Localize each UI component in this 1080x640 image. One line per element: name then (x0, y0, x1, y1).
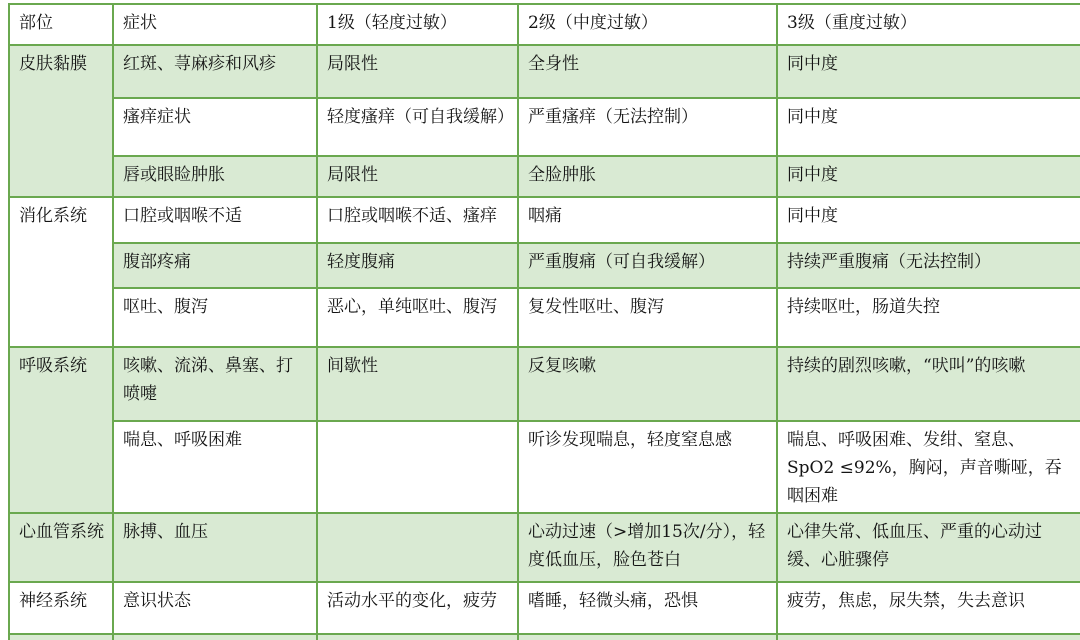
symptom-cell: 脉搏、血压 (113, 513, 317, 582)
grade3-cell: 持续呕吐，肠道失控 (777, 288, 1080, 347)
grade3-cell: 心律失常、低血压、严重的心动过缓、心脏骤停 (777, 513, 1080, 582)
symptom-cell: 红斑、荨麻疹和风疹 (113, 45, 317, 98)
group-cell-cardiovascular: 心血管系统 (9, 513, 113, 582)
grade1-cell: 口腔或咽喉不适、瘙痒 (317, 197, 518, 243)
table-row (9, 347, 1080, 421)
table-row (9, 421, 1080, 513)
group-cell-digestive: 消化系统 (9, 197, 113, 347)
symptom-cell: 咳嗽、流涕、鼻塞、打喷嚏 (113, 347, 317, 421)
grade3-cell: 同中度 (777, 98, 1080, 156)
grade1-cell (317, 421, 518, 513)
grade1-cell: 局限性 (317, 156, 518, 197)
symptom-cell: 瘙痒症状 (113, 98, 317, 156)
header-grade-3: 3级（重度过敏） (777, 4, 1080, 45)
allergy-grading-table (8, 3, 1080, 640)
table-row (9, 288, 1080, 347)
header-row (9, 4, 1080, 45)
table-row (9, 197, 1080, 243)
header-grade-1: 1级（轻度过敏） (317, 4, 518, 45)
table-row (9, 513, 1080, 582)
grade2-cell: 咽痛 (518, 197, 777, 243)
grade2-cell: 全脸肿胀 (518, 156, 777, 197)
grade2-cell: 严重瘙痒（无法控制） (518, 98, 777, 156)
table-body (9, 45, 1080, 640)
symptom-cell: 呕吐、腹泻 (113, 288, 317, 347)
group-cell-respiratory: 呼吸系统 (9, 347, 113, 513)
partial-row-cell (317, 634, 518, 640)
header-grade-2: 2级（中度过敏） (518, 4, 777, 45)
grade3-cell: 同中度 (777, 45, 1080, 98)
grade1-cell: 轻度瘙痒（可自我缓解） (317, 98, 518, 156)
symptom-cell: 腹部疼痛 (113, 243, 317, 288)
grade1-cell: 局限性 (317, 45, 518, 98)
table-row (9, 156, 1080, 197)
grade3-cell: 持续严重腹痛（无法控制） (777, 243, 1080, 288)
grade2-cell: 嗜睡，轻微头痛，恐惧 (518, 582, 777, 634)
grade3-cell: 持续的剧烈咳嗽，“吠叫”的咳嗽 (777, 347, 1080, 421)
grade2-cell: 复发性呕吐、腹泻 (518, 288, 777, 347)
table-header (9, 4, 1080, 45)
grade2-cell: 反复咳嗽 (518, 347, 777, 421)
table-row (9, 98, 1080, 156)
symptom-cell: 唇或眼睑肿胀 (113, 156, 317, 197)
group-cell-skin-mucosa: 皮肤黏膜 (9, 45, 113, 197)
grade1-cell: 轻度腹痛 (317, 243, 518, 288)
header-body-part: 部位 (9, 4, 113, 45)
grade1-cell: 恶心，单纯呕吐、腹泻 (317, 288, 518, 347)
clipped-next-row (9, 634, 1080, 640)
symptom-cell: 口腔或咽喉不适 (113, 197, 317, 243)
grade3-cell: 疲劳，焦虑，尿失禁，失去意识 (777, 582, 1080, 634)
grade3-cell: 喘息、呼吸困难、发绀、窒息、SpO2 ≤92%，胸闷，声音嘶哑，吞咽困难 (777, 421, 1080, 513)
page (0, 3, 1080, 640)
grade1-cell: 间歇性 (317, 347, 518, 421)
grade3-cell: 同中度 (777, 197, 1080, 243)
table-row (9, 582, 1080, 634)
header-symptom: 症状 (113, 4, 317, 45)
table-row (9, 45, 1080, 98)
grade1-cell: 活动水平的变化，疲劳 (317, 582, 518, 634)
grade2-cell: 全身性 (518, 45, 777, 98)
grade2-cell: 心动过速（>增加15次/分），轻度低血压，脸色苍白 (518, 513, 777, 582)
grade2-cell: 严重腹痛（可自我缓解） (518, 243, 777, 288)
symptom-cell: 喘息、呼吸困难 (113, 421, 317, 513)
grade3-cell: 同中度 (777, 156, 1080, 197)
grade1-cell (317, 513, 518, 582)
group-cell-nervous: 神经系统 (9, 582, 113, 634)
partial-row-cell (9, 634, 113, 640)
grade2-cell: 听诊发现喘息，轻度窒息感 (518, 421, 777, 513)
symptom-cell: 意识状态 (113, 582, 317, 634)
partial-row-cell (113, 634, 317, 640)
partial-row-cell (777, 634, 1080, 640)
table-row (9, 243, 1080, 288)
partial-row-cell (518, 634, 777, 640)
